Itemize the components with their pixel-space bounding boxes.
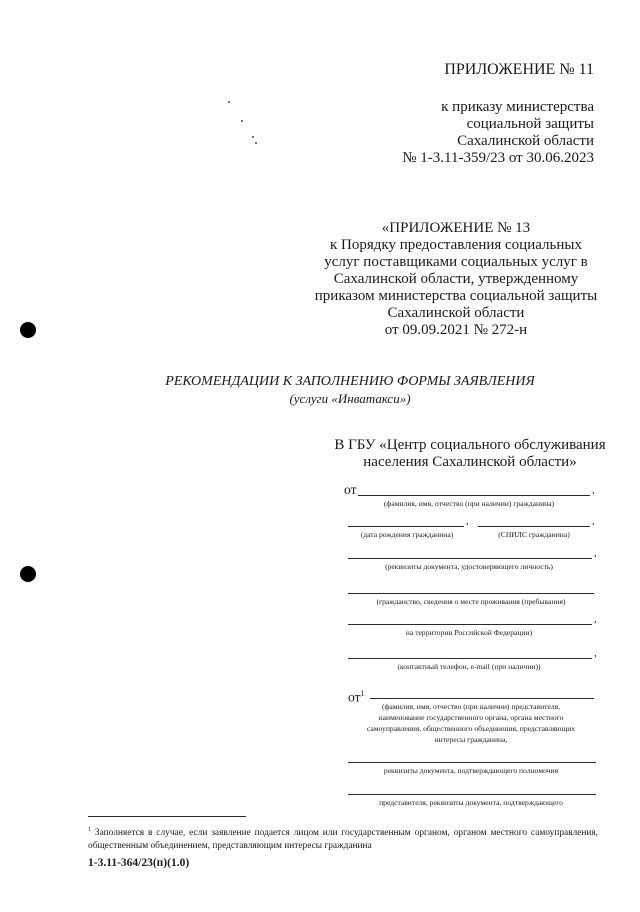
header-line-3: Сахалинской области — [457, 133, 594, 149]
nested-appendix-line-4: Сахалинской области, утвержденному — [333, 271, 579, 287]
snils-caption: (СНИЛС гражданина) — [498, 530, 570, 539]
fio-caption: (фамилия, имя, отчество (при наличии) гражданина) — [383, 499, 555, 508]
punch-hole-top — [20, 322, 36, 338]
authority-caption-2: представителя, реквизиты документа, подтверждающего — [379, 798, 563, 807]
citizenship-caption: (гражданство, сведения о месте проживания (пребывания) — [376, 597, 566, 606]
nested-appendix-line-5: приказом министерства социальной защиты — [314, 288, 598, 304]
footnote-text: Заполняется в случае, если заявление подается лицом или государственным органом, органом местного самоуправления, общественным объединением, представляющим интересы гражданина — [88, 828, 599, 851]
punch-hole-bottom — [20, 566, 36, 582]
from-label-text: от — [348, 689, 361, 705]
representative-caption-2: наименование государственного органа, органа местного — [378, 713, 564, 722]
form-title: РЕКОМЕНДАЦИИ К ЗАПОЛНЕНИЮ ФОРМЫ ЗАЯВЛЕНИЯ — [165, 374, 535, 389]
contact-comma: , — [594, 647, 597, 659]
birth-comma: , — [466, 515, 469, 527]
snils-field-line — [478, 526, 590, 527]
contact-field-line — [348, 658, 592, 659]
representative-caption-3: самоуправления, общественного объединения, представляющих — [366, 724, 576, 733]
authority-caption-1: реквизиты документа, подтверждающего полномочия — [383, 766, 559, 775]
territory-comma: , — [594, 613, 597, 625]
nested-appendix-line-7: от 09.09.2021 № 272-н — [384, 322, 528, 338]
addressee-line-1: В ГБУ «Центр социального обслуживания — [334, 437, 606, 453]
authority-field-line — [348, 762, 596, 763]
scan-speck — [255, 142, 257, 144]
footnote-mark: 1 — [88, 827, 91, 833]
representative-caption-1: (фамилия, имя, отчество (при наличии) представителя, — [381, 702, 561, 711]
scan-speck — [241, 120, 243, 122]
territory-caption: на территории Российской Федерации) — [405, 628, 533, 637]
scan-speck — [228, 101, 230, 103]
snils-comma: , — [592, 515, 595, 527]
id-doc-caption: (реквизиты документа, удостоверяющего личность) — [385, 562, 553, 571]
addressee-line-2: населения Сахалинской области» — [363, 454, 577, 470]
id-doc-comma: , — [594, 547, 597, 559]
fio-comma: , — [592, 484, 595, 496]
contact-caption: (контактный телефон, e-mail (при наличии)) — [397, 662, 541, 671]
territory-field-line — [348, 624, 592, 625]
header-line-1: к приказу министерства — [441, 99, 594, 115]
header-line-2: социальной защиты — [466, 116, 594, 132]
citizenship-field-line — [348, 593, 594, 594]
fio-field-line — [358, 495, 590, 496]
id-doc-field-line — [348, 558, 592, 559]
document-code: 1-3.11-364/23(п)(1.0) — [88, 857, 190, 869]
birth-field-line — [348, 526, 464, 527]
nested-appendix-line-2: к Порядку предоставления социальных — [330, 237, 582, 253]
footnote-separator — [88, 816, 246, 817]
representative-caption-4: интересы гражданина, — [434, 735, 508, 744]
representative-field-line — [370, 698, 594, 699]
birth-caption: (дата рождения гражданина) — [360, 530, 454, 539]
form-subtitle: (услуги «Инватакси») — [289, 391, 411, 406]
scan-speck — [252, 136, 254, 138]
footnote — [88, 824, 598, 852]
nested-appendix-line-1: «ПРИЛОЖЕНИЕ № 13 — [381, 220, 531, 236]
nested-appendix-line-6: Сахалинской области — [387, 305, 525, 321]
from-label: от — [344, 482, 357, 497]
nested-appendix-line-3: услуг поставщиками социальных услуг в — [324, 254, 588, 270]
appendix-title: ПРИЛОЖЕНИЕ № 11 — [444, 61, 594, 78]
header-line-4: № 1-3.11-359/23 от 30.06.2023 — [402, 150, 594, 166]
authority-field-line-2 — [348, 794, 596, 795]
footnote-ref: 1 — [360, 689, 365, 698]
